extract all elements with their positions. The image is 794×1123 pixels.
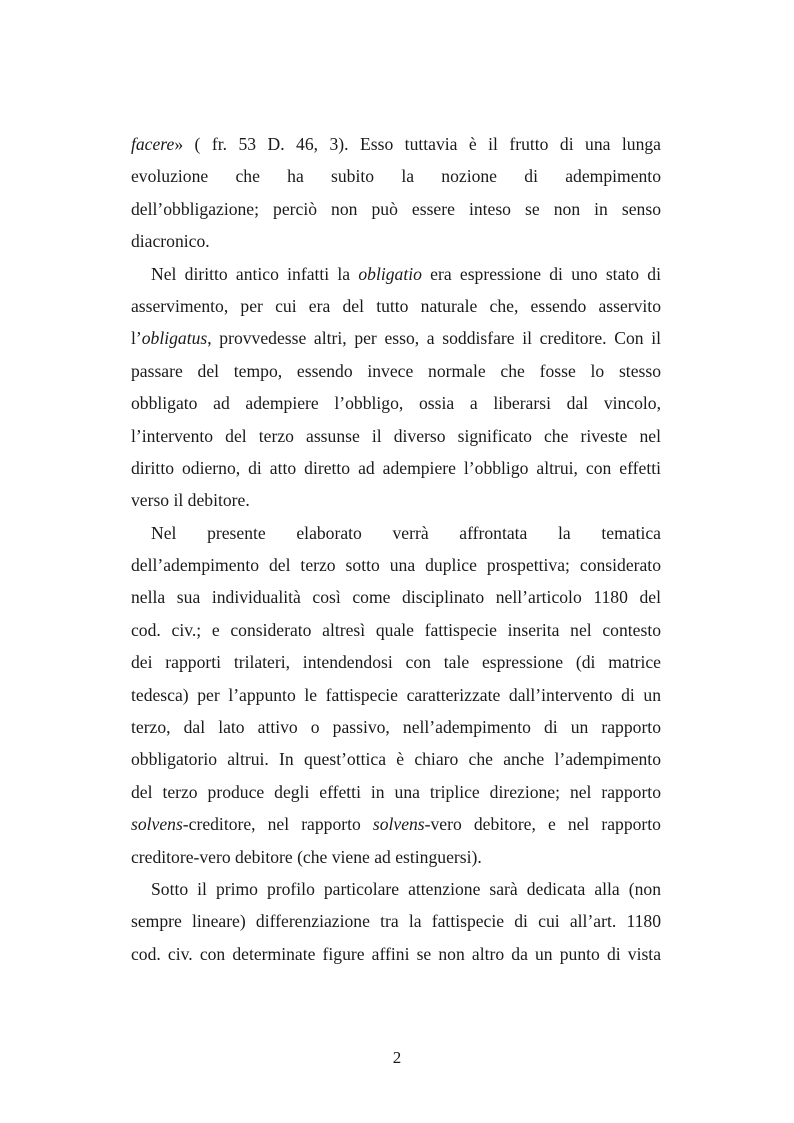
text-line	[131, 938, 661, 970]
text-segment: era espressione di uno stato di	[421, 263, 661, 284]
text-line	[131, 420, 661, 452]
text-line	[131, 128, 661, 160]
text-line	[131, 322, 661, 354]
text-segment: , provvedesse altri, per esso, a soddisfare il creditore. Con il	[207, 328, 661, 349]
paragraph	[131, 128, 661, 258]
text-line	[131, 484, 661, 516]
text-line	[131, 614, 661, 646]
text-line	[131, 355, 661, 387]
text-segment: passare del tempo, essendo invece normale che fosse lo stesso	[131, 360, 661, 381]
text-segment: l’intervento del terzo assunse il diverso significato che riveste nel	[131, 425, 661, 446]
text-line	[131, 646, 661, 678]
text-segment: » ( fr. 53 D. 46, 3). Esso tuttavia è il frutto di una lunga	[174, 134, 661, 154]
italic-term: obligatus	[141, 328, 208, 349]
text-segment: Nel presente elaborato verrà affrontata la tematica	[151, 522, 661, 543]
text-segment: dei rapporti trilateri, intendendosi con tale espressione (di matrice	[131, 652, 661, 673]
text-segment: sempre lineare) differenziazione tra la fattispecie di cui all’art. 1180	[131, 911, 661, 932]
text-segment: obbligatorio altrui. In quest’ottica è chiaro che anche l’adempimento	[131, 749, 661, 770]
text-segment: l’	[131, 328, 142, 349]
text-line	[131, 193, 661, 225]
text-line	[131, 841, 661, 873]
text-line	[131, 160, 661, 192]
page-body	[131, 128, 661, 970]
text-line	[131, 905, 661, 937]
text-segment: verso il debitore.	[131, 490, 250, 511]
paragraph	[131, 517, 661, 873]
text-segment: cod. civ.; e considerato altresì quale fattispecie inserita nel contesto	[131, 619, 661, 640]
italic-term: obligatio	[358, 263, 422, 284]
italic-term: facere	[131, 134, 175, 154]
text-line	[131, 776, 661, 808]
paragraph	[131, 873, 661, 970]
text-segment: asservimento, per cui era del tutto naturale che, essendo asservito	[131, 295, 661, 316]
text-line	[131, 808, 661, 840]
text-line	[131, 290, 661, 322]
text-segment: obbligato ad adempiere l’obbligo, ossia a liberarsi dal vincolo,	[131, 393, 661, 414]
text-line	[131, 387, 661, 419]
italic-term: solvens	[131, 814, 183, 835]
text-segment: cod. civ. con determinate figure affini se non altro da un punto di vista	[131, 943, 661, 964]
text-line	[131, 549, 661, 581]
text-segment: Sotto il primo profilo particolare attenzione sarà dedicata alla (non	[151, 878, 661, 899]
text-segment: Nel diritto antico infatti la	[151, 263, 359, 284]
text-segment: -creditore, nel rapporto	[182, 814, 373, 835]
text-line	[131, 258, 661, 290]
text-segment: nella sua individualità così come disciplinato nell’articolo 1180 del	[131, 587, 661, 608]
text-segment: tedesca) per l’appunto le fattispecie caratterizzate dall’intervento di un	[131, 684, 661, 705]
text-line	[131, 743, 661, 775]
text-segment: -vero debitore, e nel rapporto	[424, 814, 661, 835]
paragraph	[131, 258, 661, 517]
text-segment: diritto odierno, di atto diretto ad adempiere l’obbligo altrui, con effetti	[131, 457, 661, 478]
text-segment: creditore-vero debitore (che viene ad estinguersi).	[131, 846, 482, 867]
text-segment: dell’adempimento del terzo sotto una duplice prospettiva; considerato	[131, 555, 661, 576]
text-segment: diacronico.	[131, 231, 210, 252]
text-segment: dell’obbligazione; perciò non può essere inteso se non in senso	[131, 198, 661, 219]
text-line	[131, 581, 661, 613]
text-line	[131, 452, 661, 484]
text-line	[131, 873, 661, 905]
text-line	[131, 679, 661, 711]
text-segment: del terzo produce degli effetti in una triplice direzione; nel rapporto	[131, 781, 661, 802]
text-segment: terzo, dal lato attivo o passivo, nell’adempimento di un rapporto	[131, 717, 661, 738]
text-line	[131, 225, 661, 257]
text-line	[131, 711, 661, 743]
text-line	[131, 517, 661, 549]
italic-term: solvens	[372, 814, 425, 835]
page-number: 2	[392, 1048, 402, 1067]
text-segment: evoluzione che ha subito la nozione di adempimento	[131, 166, 661, 187]
